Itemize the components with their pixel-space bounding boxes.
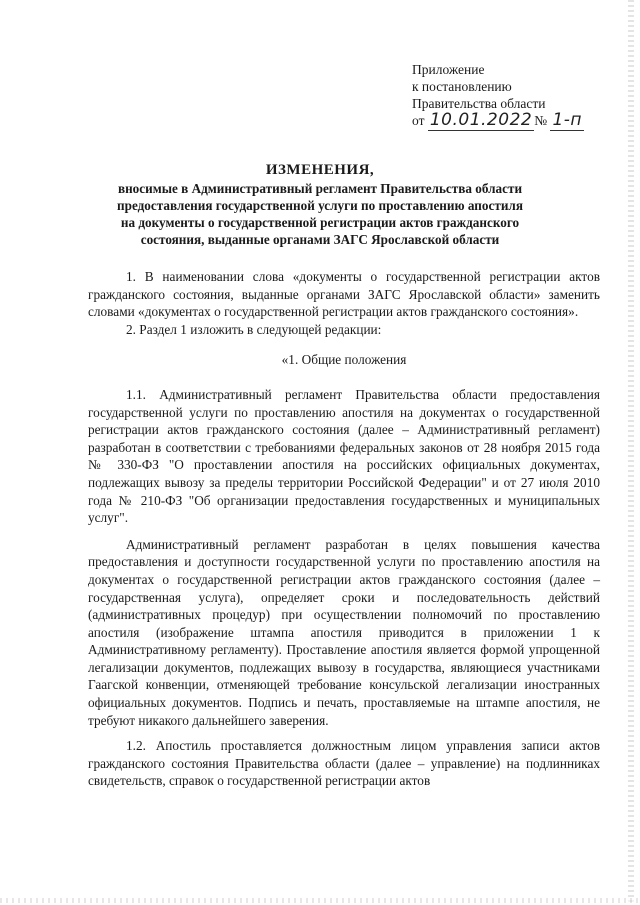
title-line-3: на документы о государственной регистрации актов гражданского [120,215,520,230]
annex-line-3: Правительства области [412,96,546,111]
annex-line-1: Приложение [412,62,485,77]
section-heading: «1. Общие положения [281,352,407,368]
paragraph-1-1: 1.1. Административный регламент Правительства области предоставления государственной услуги по проставлению апостиля на документах о государственной регистрации актов гражданского состояния (далее – Административный регламент) разработан в соответствии с требованиями федеральных законов от 28 ноября 2015 года № 330-ФЗ "О проставлении апостиля на российских официальных документах, подлежащих вывозу за пределы территории Российской Федерации" и от 27 июля 2010 года № 210-ФЗ "Об организации предоставления государственных и муниципальных услуг". [88,386,600,526]
scan-edge-right [628,0,634,905]
document-body [88,268,600,790]
handwritten-date: 10.01.2022 [429,110,533,130]
annex-date-prefix: от [412,113,425,128]
paragraph-1-2: 1.2. Апостиль проставляется должностным лицом управления записи актов гражданского состояния Правительства области (далее – управление) на подлинниках свидетельств, справок о государственной регистрации актов [88,738,600,789]
title-heading: ИЗМЕНЕНИЯ, [265,162,375,178]
paragraph-1: 1. В наименовании слова «документы о государственной регистрации актов гражданского состояния, выданные органами ЗАГС Ярославской области» заменить словами «документах о государственной регистрации актов гражданского состояния». [88,269,600,320]
annex-date-line [412,112,612,129]
title-line-2: предоставления государственной услуги по проставлению апостиля [117,198,523,213]
annex-line-2: к постановлению [412,79,512,94]
annex-block [412,61,612,129]
scan-edge-bottom [0,898,640,903]
title-line-1: вносимые в Административный регламент Правительства области [117,181,523,196]
number-sign: № [534,113,548,128]
handwritten-number: 1-п [552,110,583,130]
paragraph-2: 2. Раздел 1 изложить в следующей редакции: [126,321,382,337]
paragraph-purpose: Административный регламент разработан в целях повышения качества предоставления и доступности государственной услуги по проставлению апостиля на документах о государственной регистрации актов гражданского состояния (далее – государственная услуга), определяет сроки и последовательность действий (административных процедур) при осуществлении полномочий по проставлению апостиля (изображение штампа апостиля приводится в приложении 1 к Административному регламенту). Проставление апостиля является формой упрощенной легализации документов, подлежащих вывозу в государства, являющиеся участниками Гаагской конвенции, отменяющей требование консульской легализации иностранных официальных документов. Подпись и печать, проставляемые на штампе апостиля, не требуют никакого дальнейшего заверения. [88,536,600,728]
document-title [100,160,540,248]
title-line-4: состояния, выданные органами ЗАГС Ярославской области [140,232,500,247]
